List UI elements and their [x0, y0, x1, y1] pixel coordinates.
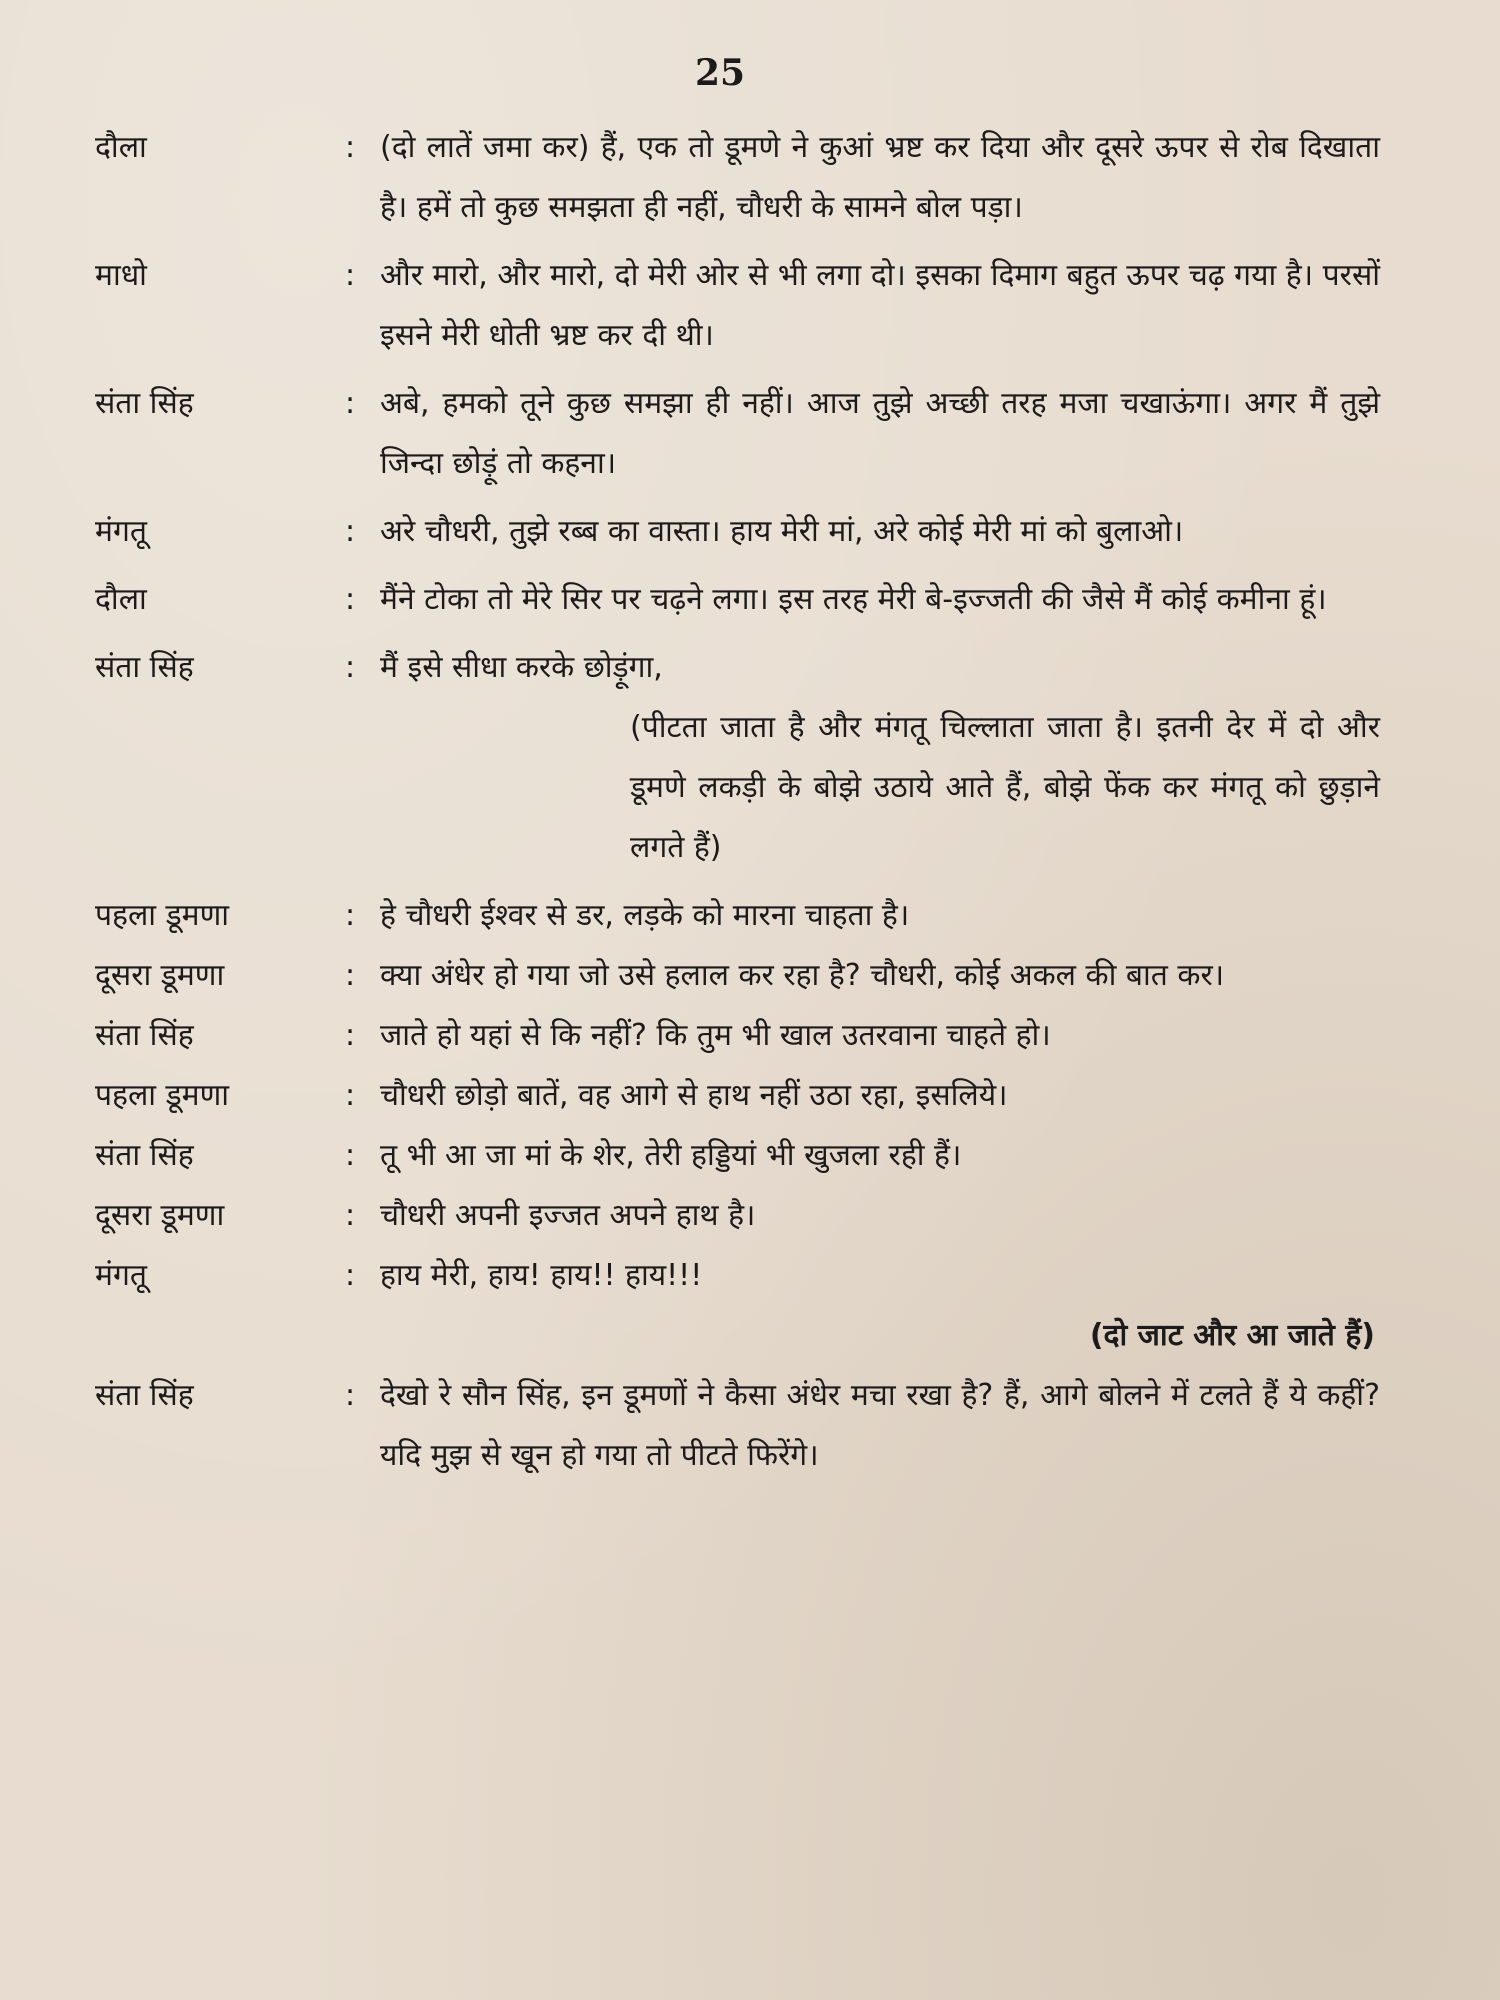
- dialogue-text: तू भी आ जा मां के शेर, तेरी हड्डियां भी खुजला रही हैं।: [380, 1138, 962, 1173]
- colon: :: [345, 1198, 356, 1233]
- dialogue-text: और मारो, और मारो, दो मेरी ओर से भी लगा दो। इसका दिमाग बहुत ऊपर चढ़ गया है। परसों इसने मेरी धोती भ्रष्ट कर दी थी।: [380, 258, 1380, 353]
- dialogue-entry: [95, 1066, 1395, 1126]
- colon: :: [345, 1078, 356, 1113]
- colon: :: [345, 898, 356, 933]
- dialogue-entry: [95, 638, 1395, 698]
- dialogue-entry: [95, 1006, 1395, 1066]
- dialogue-text: अबे, हमको तूने कुछ समझा ही नहीं। आज तुझे अच्छी तरह मजा चखाऊंगा। अगर मैं तुझे जिन्दा छोड़ूं तो कहना।: [380, 386, 1381, 481]
- dialogue-entry: [95, 502, 1395, 562]
- stage-direction-block: [95, 698, 1395, 878]
- colon: :: [345, 514, 356, 549]
- dialogue-entry: [95, 1186, 1395, 1246]
- speaker-name: मंगतू: [95, 514, 147, 549]
- speaker-name: संता सिंह: [95, 386, 194, 421]
- dialogue-entry: [95, 1126, 1395, 1186]
- colon: :: [345, 1018, 356, 1053]
- dialogue-text: मैंने टोका तो मेरे सिर पर चढ़ने लगा। इस तरह मेरी बे-इज्जती की जैसे मैं कोई कमीना हूं।: [380, 582, 1327, 617]
- colon: :: [345, 386, 356, 421]
- colon: :: [345, 130, 356, 165]
- colon: :: [345, 1378, 356, 1413]
- colon: :: [345, 958, 356, 993]
- speaker-name: दूसरा डूमणा: [95, 958, 225, 993]
- dialogue-text: हाय मेरी, हाय! हाय!! हाय!!!: [380, 1258, 703, 1293]
- speaker-name: मंगतू: [95, 1258, 147, 1293]
- dialogue-text: हे चौधरी ईश्वर से डर, लड़के को मारना चाहता है।: [380, 898, 910, 933]
- stage-direction-right: (दो जाट और आ जाते हैं): [1089, 1318, 1375, 1353]
- colon: :: [345, 1138, 356, 1173]
- dialogue-entry: [95, 886, 1395, 946]
- speaker-name: पहला डूमणा: [95, 898, 230, 933]
- dialogue-entry: [95, 118, 1395, 238]
- speaker-name: पहला डूमणा: [95, 1078, 230, 1113]
- colon: :: [345, 650, 356, 685]
- speaker-name: माधो: [95, 258, 147, 293]
- dialogue-entry: [95, 570, 1395, 630]
- stage-direction: (पीटता जाता है और मंगतू चिल्लाता जाता है। इतनी देर में दो और डूमणे लकड़ी के बोझे उठाये आते हैं, बोझे फेंक कर मंगतू को छुड़ाने लगते हैं): [630, 710, 1380, 865]
- dialogue-text: मैं इसे सीधा करके छोड़ूंगा,: [380, 650, 663, 685]
- play-script: [0, 118, 1500, 1486]
- dialogue-entry: [95, 1246, 1395, 1306]
- dialogue-entry: [95, 374, 1395, 494]
- dialogue-text: जाते हो यहां से कि नहीं? कि तुम भी खाल उतरवाना चाहते हो।: [380, 1018, 1051, 1053]
- page-number: 25: [694, 52, 746, 94]
- dialogue-text: अरे चौधरी, तुझे रब्ब का वास्ता। हाय मेरी मां, अरे कोई मेरी मां को बुलाओ।: [380, 514, 1184, 549]
- speaker-name: संता सिंह: [95, 1138, 194, 1173]
- speaker-name: दूसरा डूमणा: [95, 1198, 225, 1233]
- speaker-name: संता सिंह: [95, 1018, 194, 1053]
- speaker-name: संता सिंह: [95, 650, 194, 685]
- speaker-name: संता सिंह: [95, 1378, 194, 1413]
- dialogue-entry: [95, 1366, 1395, 1486]
- dialogue-text: चौधरी छोड़ो बातें, वह आगे से हाथ नहीं उठा रहा, इसलिये।: [380, 1078, 1008, 1113]
- colon: :: [345, 582, 356, 617]
- dialogue-text: क्या अंधेर हो गया जो उसे हलाल कर रहा है? चौधरी, कोई अकल की बात कर।: [380, 958, 1225, 993]
- speaker-name: दौला: [95, 130, 147, 165]
- colon: :: [345, 258, 356, 293]
- dialogue-text: देखो रे सौन सिंह, इन डूमणों ने कैसा अंधेर मचा रखा है? हैं, आगे बोलने में टलते हैं ये कहीं? यदि मुझ से खून हो गया तो पीटते फिरेंगे।: [380, 1378, 1380, 1473]
- stage-direction-block: [95, 1306, 1395, 1366]
- dialogue-entry: [95, 246, 1395, 366]
- dialogue-entry: [95, 946, 1395, 1006]
- speaker-name: दौला: [95, 582, 147, 617]
- dialogue-text: (दो लातें जमा कर) हैं, एक तो डूमणे ने कुआं भ्रष्ट कर दिया और दूसरे ऊपर से रोब दिखाता है। हमें तो कुछ समझता ही नहीं, चौधरी के सामने बोल पड़ा।: [380, 130, 1380, 225]
- colon: :: [345, 1258, 356, 1293]
- dialogue-text: चौधरी अपनी इज्जत अपने हाथ है।: [380, 1198, 756, 1233]
